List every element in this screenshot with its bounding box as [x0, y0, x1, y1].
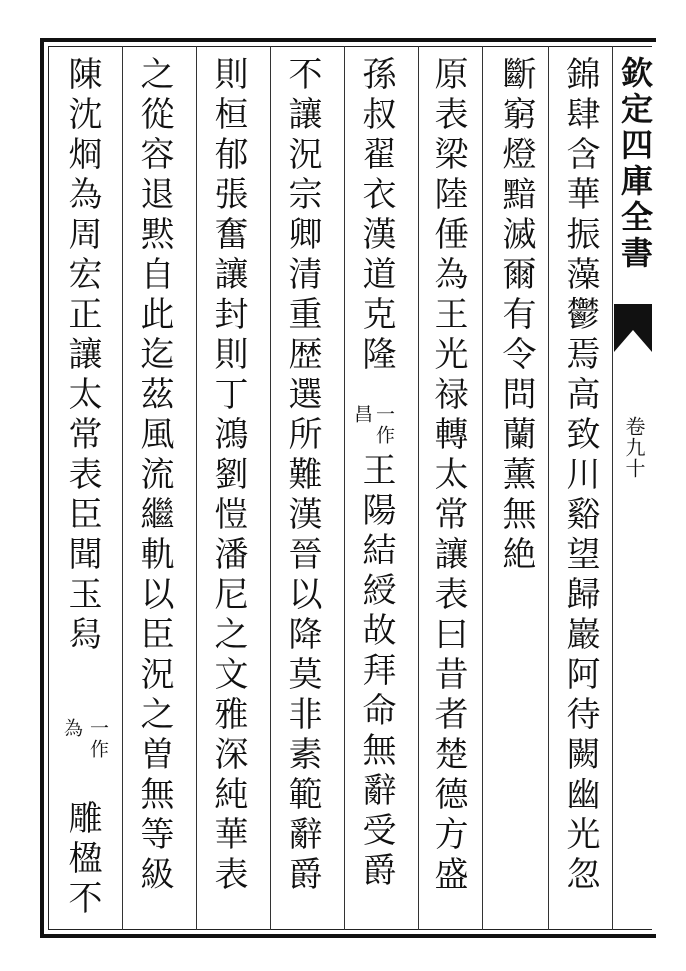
- column-rule: [270, 46, 271, 930]
- inline-note-2b: 為: [61, 718, 83, 739]
- text-column-4-part-2: 王陽結綬故拜命無辭受爵: [356, 452, 396, 892]
- column-rule: [548, 46, 549, 930]
- text-column-4-part-1: 孫叔翟衣漢道克隆: [356, 56, 396, 376]
- column-rule: [196, 46, 197, 930]
- inline-note-1a: 一作: [373, 404, 395, 446]
- book-title: 欽定四庫全書: [616, 56, 654, 272]
- column-rule: [418, 46, 419, 930]
- column-rule: [482, 46, 483, 930]
- text-column-6: 則桓郁張奮讓封則丁鴻劉愷潘尼之文雅深純華表: [208, 56, 248, 896]
- text-column-8-part-2: 雕楹不: [62, 800, 102, 920]
- column-rule: [122, 46, 123, 930]
- volume-number: 卷九十: [622, 416, 646, 479]
- text-column-1: 錦肆含華振藻鬱焉高致川谿望歸巖阿待闕幽光忽: [560, 56, 600, 896]
- text-column-7: 之從容退黙自此迄茲風流繼軌以臣況之曽無等級: [134, 56, 174, 896]
- inline-note-1b: 昌: [351, 404, 373, 425]
- fishtail-mark-icon: [614, 304, 652, 352]
- text-column-8-part-1: 陳沈烱為周宏正讓太常表臣聞玉舄: [62, 56, 102, 656]
- text-column-3: 原表梁陸倕為王光禄轉太常讓表曰昔者楚德方盛: [428, 56, 468, 896]
- inline-note-2a: 一作: [87, 718, 109, 760]
- text-column-5: 不讓況宗卿清重歴選所難漢晉以降莫非素範辭爵: [282, 56, 322, 896]
- column-rule: [344, 46, 345, 930]
- page-margin-banner: [612, 46, 652, 930]
- text-column-2: 斷窮燈黯滅爾有令問蘭薰無絶: [496, 56, 536, 576]
